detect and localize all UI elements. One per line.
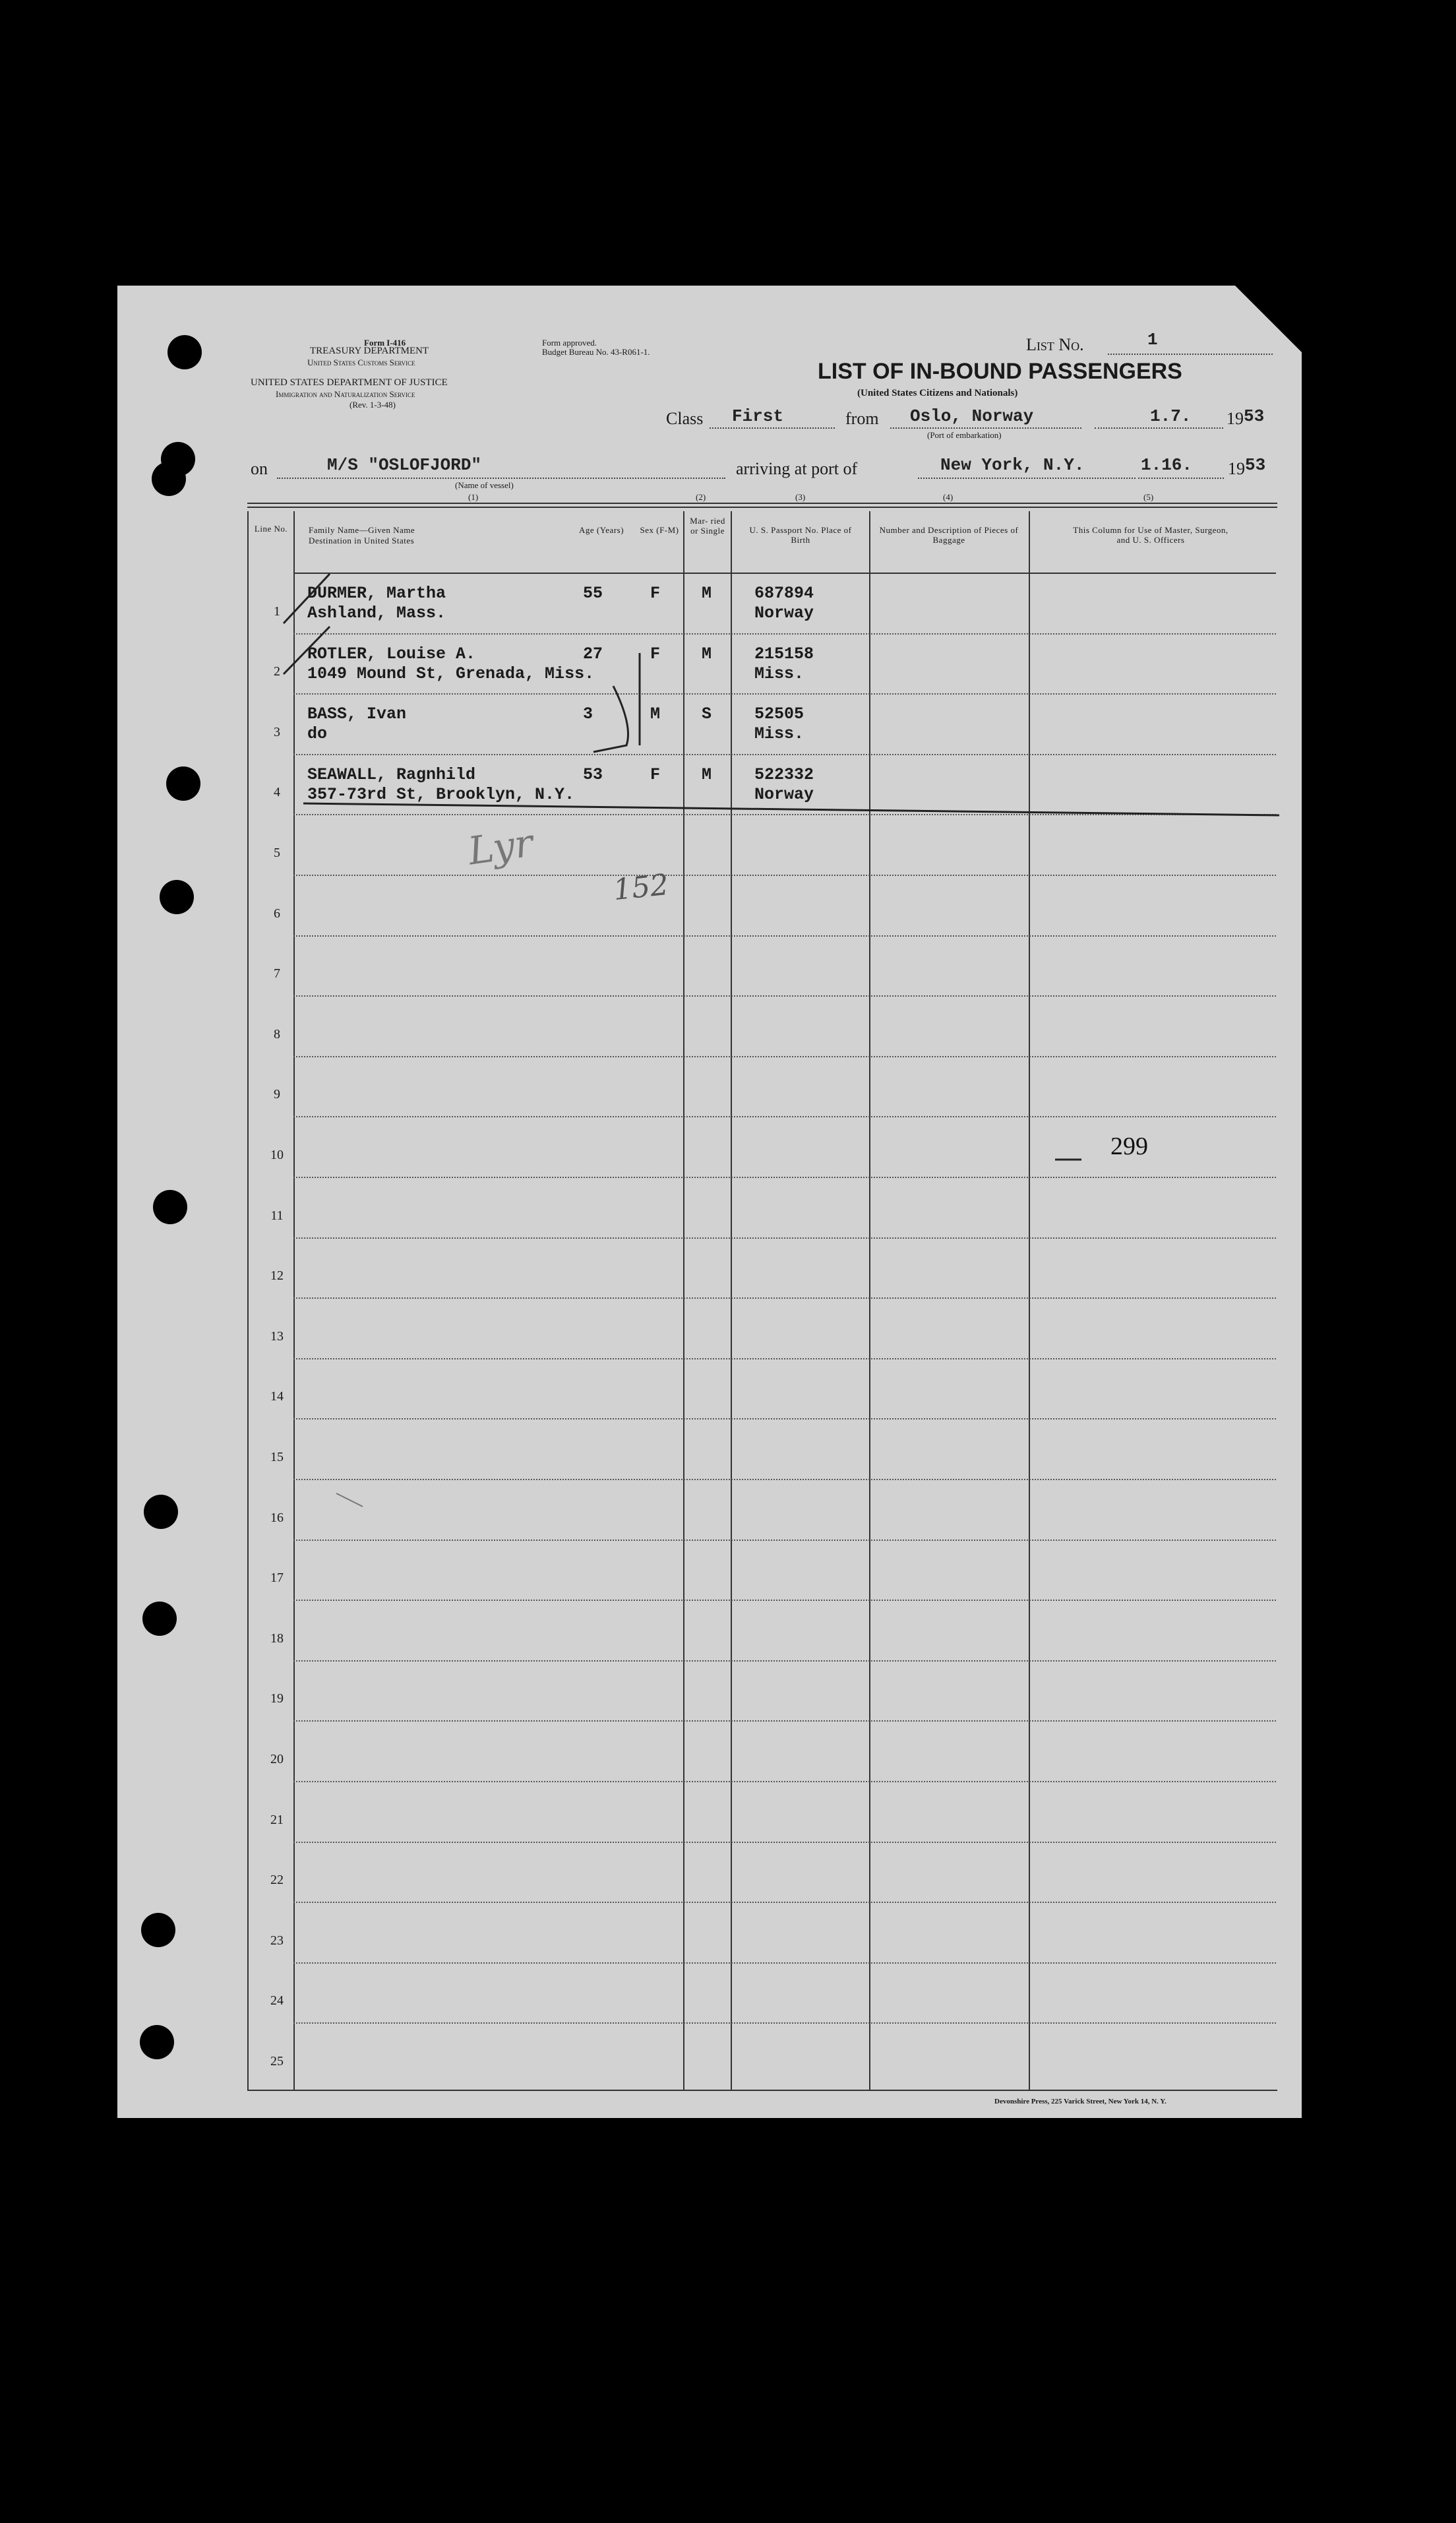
line-number: 17 — [270, 1571, 284, 1585]
header-age: Age (Years) — [578, 525, 624, 535]
passenger-marital: S — [702, 704, 712, 724]
stamp-number: 299 — [1110, 1133, 1148, 1160]
list-no-value: 1 — [1147, 330, 1158, 350]
end-of-list-line — [303, 803, 1279, 815]
treasury-label: TREASURY DEPARTMENT — [310, 346, 429, 356]
line-number: 25 — [270, 2054, 284, 2069]
header-sex: Sex (F-M) — [640, 525, 679, 535]
line-number: 13 — [270, 1329, 284, 1344]
printer-imprint: Devonshire Press, 225 Varick Street, New York 14, N. Y. — [994, 2098, 1167, 2105]
line-number: 8 — [274, 1027, 280, 1042]
class-label: Class — [666, 409, 704, 428]
line-number: 18 — [270, 1631, 284, 1646]
column-number: (3) — [795, 492, 806, 502]
vessel-name: M/S "OSLOFJORD" — [327, 455, 482, 475]
arrive-year: 53 — [1245, 455, 1266, 475]
line-number: 9 — [274, 1087, 280, 1102]
line-number: 7 — [274, 966, 280, 981]
pencil-signature: Lyr — [465, 820, 536, 874]
passenger-marital: M — [702, 765, 712, 784]
passenger-passport: 522332 — [754, 765, 814, 784]
line-number: 20 — [270, 1752, 284, 1766]
line-number: 10 — [270, 1148, 284, 1162]
line-number: 16 — [270, 1511, 284, 1525]
arrive-year-prefix: 19 — [1228, 459, 1245, 478]
line-number: 24 — [270, 1993, 284, 2008]
class-value: First — [732, 406, 784, 426]
header-officers: This Column for Use of Master, Surgeon, and U. S. Officers — [1073, 525, 1228, 545]
arriving-label: arriving at port of — [736, 459, 858, 478]
passenger-dest: do — [307, 724, 328, 743]
line-number: 23 — [270, 1933, 284, 1948]
passenger-sex: F — [650, 644, 661, 664]
page-subtitle: (United States Citizens and Nationals) — [857, 388, 1018, 398]
form-number: Form I-416 — [364, 338, 406, 348]
form-approved: Form approved. — [542, 338, 597, 348]
header-destination: Destination in United States — [309, 536, 415, 545]
passenger-age: 3 — [583, 704, 593, 724]
pen-check-mark — [593, 686, 628, 752]
passenger-dest: Ashland, Mass. — [307, 604, 446, 623]
line-number: 5 — [274, 846, 280, 860]
customs-label: United States Customs Service — [307, 358, 415, 367]
passenger-name: BASS, Ivan — [307, 704, 407, 724]
pencil-note: 152 — [611, 867, 671, 908]
port-embarkation-caption: (Port of embarkation) — [927, 430, 1002, 440]
column-number: (4) — [943, 492, 954, 502]
passenger-name: DURMER, Martha — [307, 584, 446, 603]
passenger-sex: M — [650, 704, 661, 724]
on-label: on — [251, 459, 268, 478]
budget-bureau: Budget Bureau No. 43-R061-1. — [542, 347, 650, 357]
depart-year: 53 — [1244, 406, 1265, 426]
passenger-age: 27 — [583, 644, 603, 664]
arrive-date: 1.16. — [1141, 455, 1193, 475]
passenger-passport: 215158 — [754, 644, 814, 664]
page-title: LIST OF IN-BOUND PASSENGERS — [818, 359, 1182, 384]
justice-label: UNITED STATES DEPARTMENT OF JUSTICE — [251, 377, 448, 388]
line-number: 4 — [274, 785, 280, 799]
passenger-birth: Norway — [754, 604, 814, 623]
passenger-name: SEAWALL, Ragnhild — [307, 765, 476, 784]
header-baggage: Number and Description of Pieces of Baggage — [879, 525, 1019, 545]
line-number: 15 — [270, 1450, 284, 1464]
revision-label: (Rev. 1-3-48) — [349, 400, 396, 410]
from-value: Oslo, Norway — [910, 406, 1034, 426]
pen-stroke — [284, 627, 330, 674]
line-number: 1 — [274, 604, 280, 619]
passenger-age: 53 — [583, 765, 603, 784]
header-passport: U. S. Passport No. Place of Birth — [749, 525, 852, 545]
passenger-passport: 687894 — [754, 584, 814, 603]
passenger-birth: Norway — [754, 785, 814, 804]
list-no-label: List No. — [1026, 335, 1084, 354]
column-number: (5) — [1143, 492, 1154, 502]
arrival-port: New York, N.Y. — [940, 455, 1085, 475]
line-number: 21 — [270, 1813, 284, 1827]
depart-year-prefix: 19 — [1227, 409, 1244, 428]
depart-date: 1.7. — [1150, 406, 1192, 426]
header-married: Mar- ried or Single — [690, 516, 725, 536]
passenger-sex: F — [650, 765, 661, 784]
line-number: 2 — [274, 664, 280, 679]
passenger-birth: Miss. — [754, 664, 804, 683]
ins-label: Immigration and Naturalization Service — [276, 389, 415, 399]
column-number: (1) — [468, 492, 479, 502]
passenger-dest: 1049 Mound St, Grenada, Miss. — [307, 664, 595, 683]
line-number: 6 — [274, 906, 280, 921]
passenger-name: ROTLER, Louise A. — [307, 644, 476, 664]
line-number: 22 — [270, 1873, 284, 1887]
from-label: from — [845, 409, 879, 428]
passenger-birth: Miss. — [754, 724, 804, 743]
header-family-name: Family Name—Given Name — [309, 525, 415, 535]
line-number: 3 — [274, 725, 280, 739]
line-number: 11 — [270, 1208, 284, 1223]
line-number: 14 — [270, 1389, 284, 1404]
column-number: (2) — [696, 492, 706, 502]
passenger-marital: M — [702, 584, 712, 603]
passenger-dest: 357-73rd St, Brooklyn, N.Y. — [307, 785, 575, 804]
header-line-no: Line No. — [254, 524, 288, 534]
passenger-age: 55 — [583, 584, 603, 603]
passenger-sex: F — [650, 584, 661, 603]
line-number: 12 — [270, 1268, 284, 1283]
pen-stroke — [284, 574, 330, 623]
stray-mark — [336, 1493, 363, 1507]
vessel-caption: (Name of vessel) — [455, 480, 514, 490]
line-number: 19 — [270, 1691, 284, 1706]
passenger-marital: M — [702, 644, 712, 664]
passenger-passport: 52505 — [754, 704, 804, 724]
